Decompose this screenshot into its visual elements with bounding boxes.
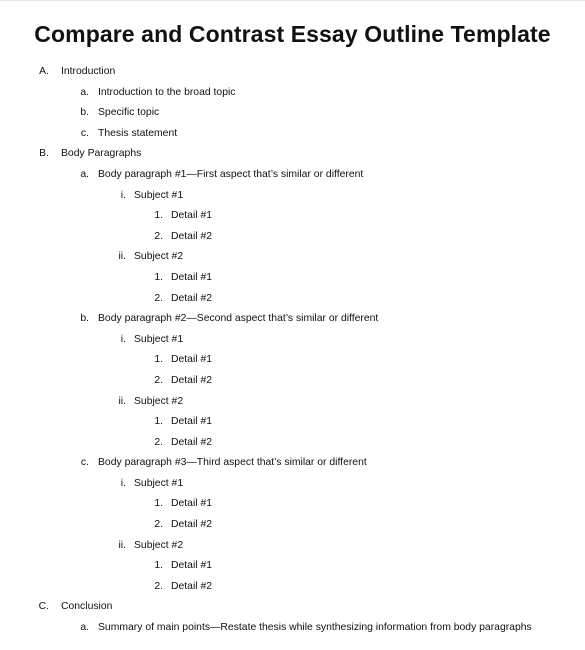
outline-item-marker: 1. [154,560,163,572]
outline-item-marker: i. [120,189,126,201]
outline-item-marker: b. [80,107,89,119]
outline-item-text: Introduction to the broad topic [98,86,236,98]
outline-item-marker: 2. [154,292,163,304]
outline-item-level-3 [0,247,585,268]
outline-item-marker: a. [80,168,89,180]
outline-item-level-1 [0,62,585,83]
outline-item-marker: c. [80,457,89,469]
outline-item-level-4 [0,206,585,227]
outline-item-level-4 [0,289,585,310]
outline-item-text: Detail #2 [171,436,213,448]
outline-item-marker: a. [80,622,89,634]
outline-item-text: Detail #1 [171,498,213,510]
outline-item-marker: c. [80,127,89,139]
outline-item-level-3 [0,330,585,351]
outline-item-level-2 [0,124,585,145]
outline-item-level-4 [0,268,585,289]
outline-item-text: Detail #2 [171,580,213,592]
outline-item-level-2 [0,103,585,124]
outline-item-marker: 2. [154,580,163,592]
outline-item-level-2 [0,165,585,186]
outline-item-level-3 [0,392,585,413]
outline-item-level-1 [0,144,585,165]
outline-item-marker: ii. [118,251,126,263]
outline-item-text: Detail #1 [171,271,213,283]
outline-item-level-4 [0,577,585,598]
outline-item-text: Body paragraph #2—Second aspect that’s similar or different [98,313,379,325]
outline-item-text: Detail #1 [171,416,213,428]
outline-item-text: Conclusion [61,601,113,613]
outline-item-text: Detail #1 [171,210,213,222]
outline-item-level-4 [0,433,585,454]
outline-list [0,62,585,639]
outline-item-text: Subject #2 [134,395,184,407]
outline-item-level-2 [0,618,585,639]
outline-item-text: Detail #2 [171,374,213,386]
outline-item-level-4 [0,227,585,248]
outline-item-marker: 1. [154,354,163,366]
outline-item-text: Detail #2 [171,230,213,242]
outline-item-text: Subject #2 [134,539,184,551]
outline-item-marker: C. [38,601,49,613]
outline-item-marker: 2. [154,436,163,448]
outline-item-marker: a. [80,86,89,98]
outline-item-text: Detail #2 [171,519,213,531]
outline-item-marker: 1. [154,416,163,428]
outline-item-marker: 1. [154,210,163,222]
outline-item-text: Body paragraph #3—Third aspect that’s similar or different [98,457,367,469]
outline-item-text: Detail #1 [171,354,213,366]
page-title: Compare and Contrast Essay Outline Template [34,21,551,47]
outline-item-text: Thesis statement [98,127,178,139]
outline-item-level-4 [0,371,585,392]
outline-item-text: Subject #2 [134,251,184,263]
outline-item-level-2 [0,83,585,104]
outline-item-level-4 [0,556,585,577]
outline-item-text: Introduction [61,66,116,77]
outline-item-level-3 [0,536,585,557]
outline-item-text: Summary of main points—Restate thesis while synthesizing information from body paragraphs [98,622,532,634]
outline-item-marker: ii. [118,395,126,407]
outline-item-level-3 [0,186,585,207]
outline-item-marker: 1. [154,498,163,510]
outline-item-level-2 [0,453,585,474]
outline-item-level-4 [0,350,585,371]
outline-item-level-2 [0,309,585,330]
outline-item-marker: b. [80,313,89,325]
outline-item-marker: A. [39,66,49,77]
outline-item-marker: 2. [154,374,163,386]
outline-item-marker: i. [120,333,126,345]
outline-item-level-3 [0,474,585,495]
outline-item-marker: 2. [154,519,163,531]
outline-item-level-4 [0,412,585,433]
outline-item-text: Subject #1 [134,189,184,201]
outline-item-marker: ii. [118,539,126,551]
outline-item-text: Subject #1 [134,477,184,489]
outline-item-marker: 2. [154,230,163,242]
outline-item-text: Subject #1 [134,333,184,345]
outline-item-text: Detail #2 [171,292,213,304]
outline-item-level-4 [0,494,585,515]
outline-item-level-1 [0,597,585,618]
outline-item-level-4 [0,515,585,536]
outline-item-text: Body Paragraphs [61,148,142,160]
outline-item-marker: i. [120,477,126,489]
outline-item-text: Body paragraph #1—First aspect that’s similar or different [98,168,364,180]
outline-item-marker: 1. [154,271,163,283]
outline-item-text: Specific topic [98,107,160,119]
outline-item-marker: B. [39,148,49,160]
outline-item-text: Detail #1 [171,560,213,572]
